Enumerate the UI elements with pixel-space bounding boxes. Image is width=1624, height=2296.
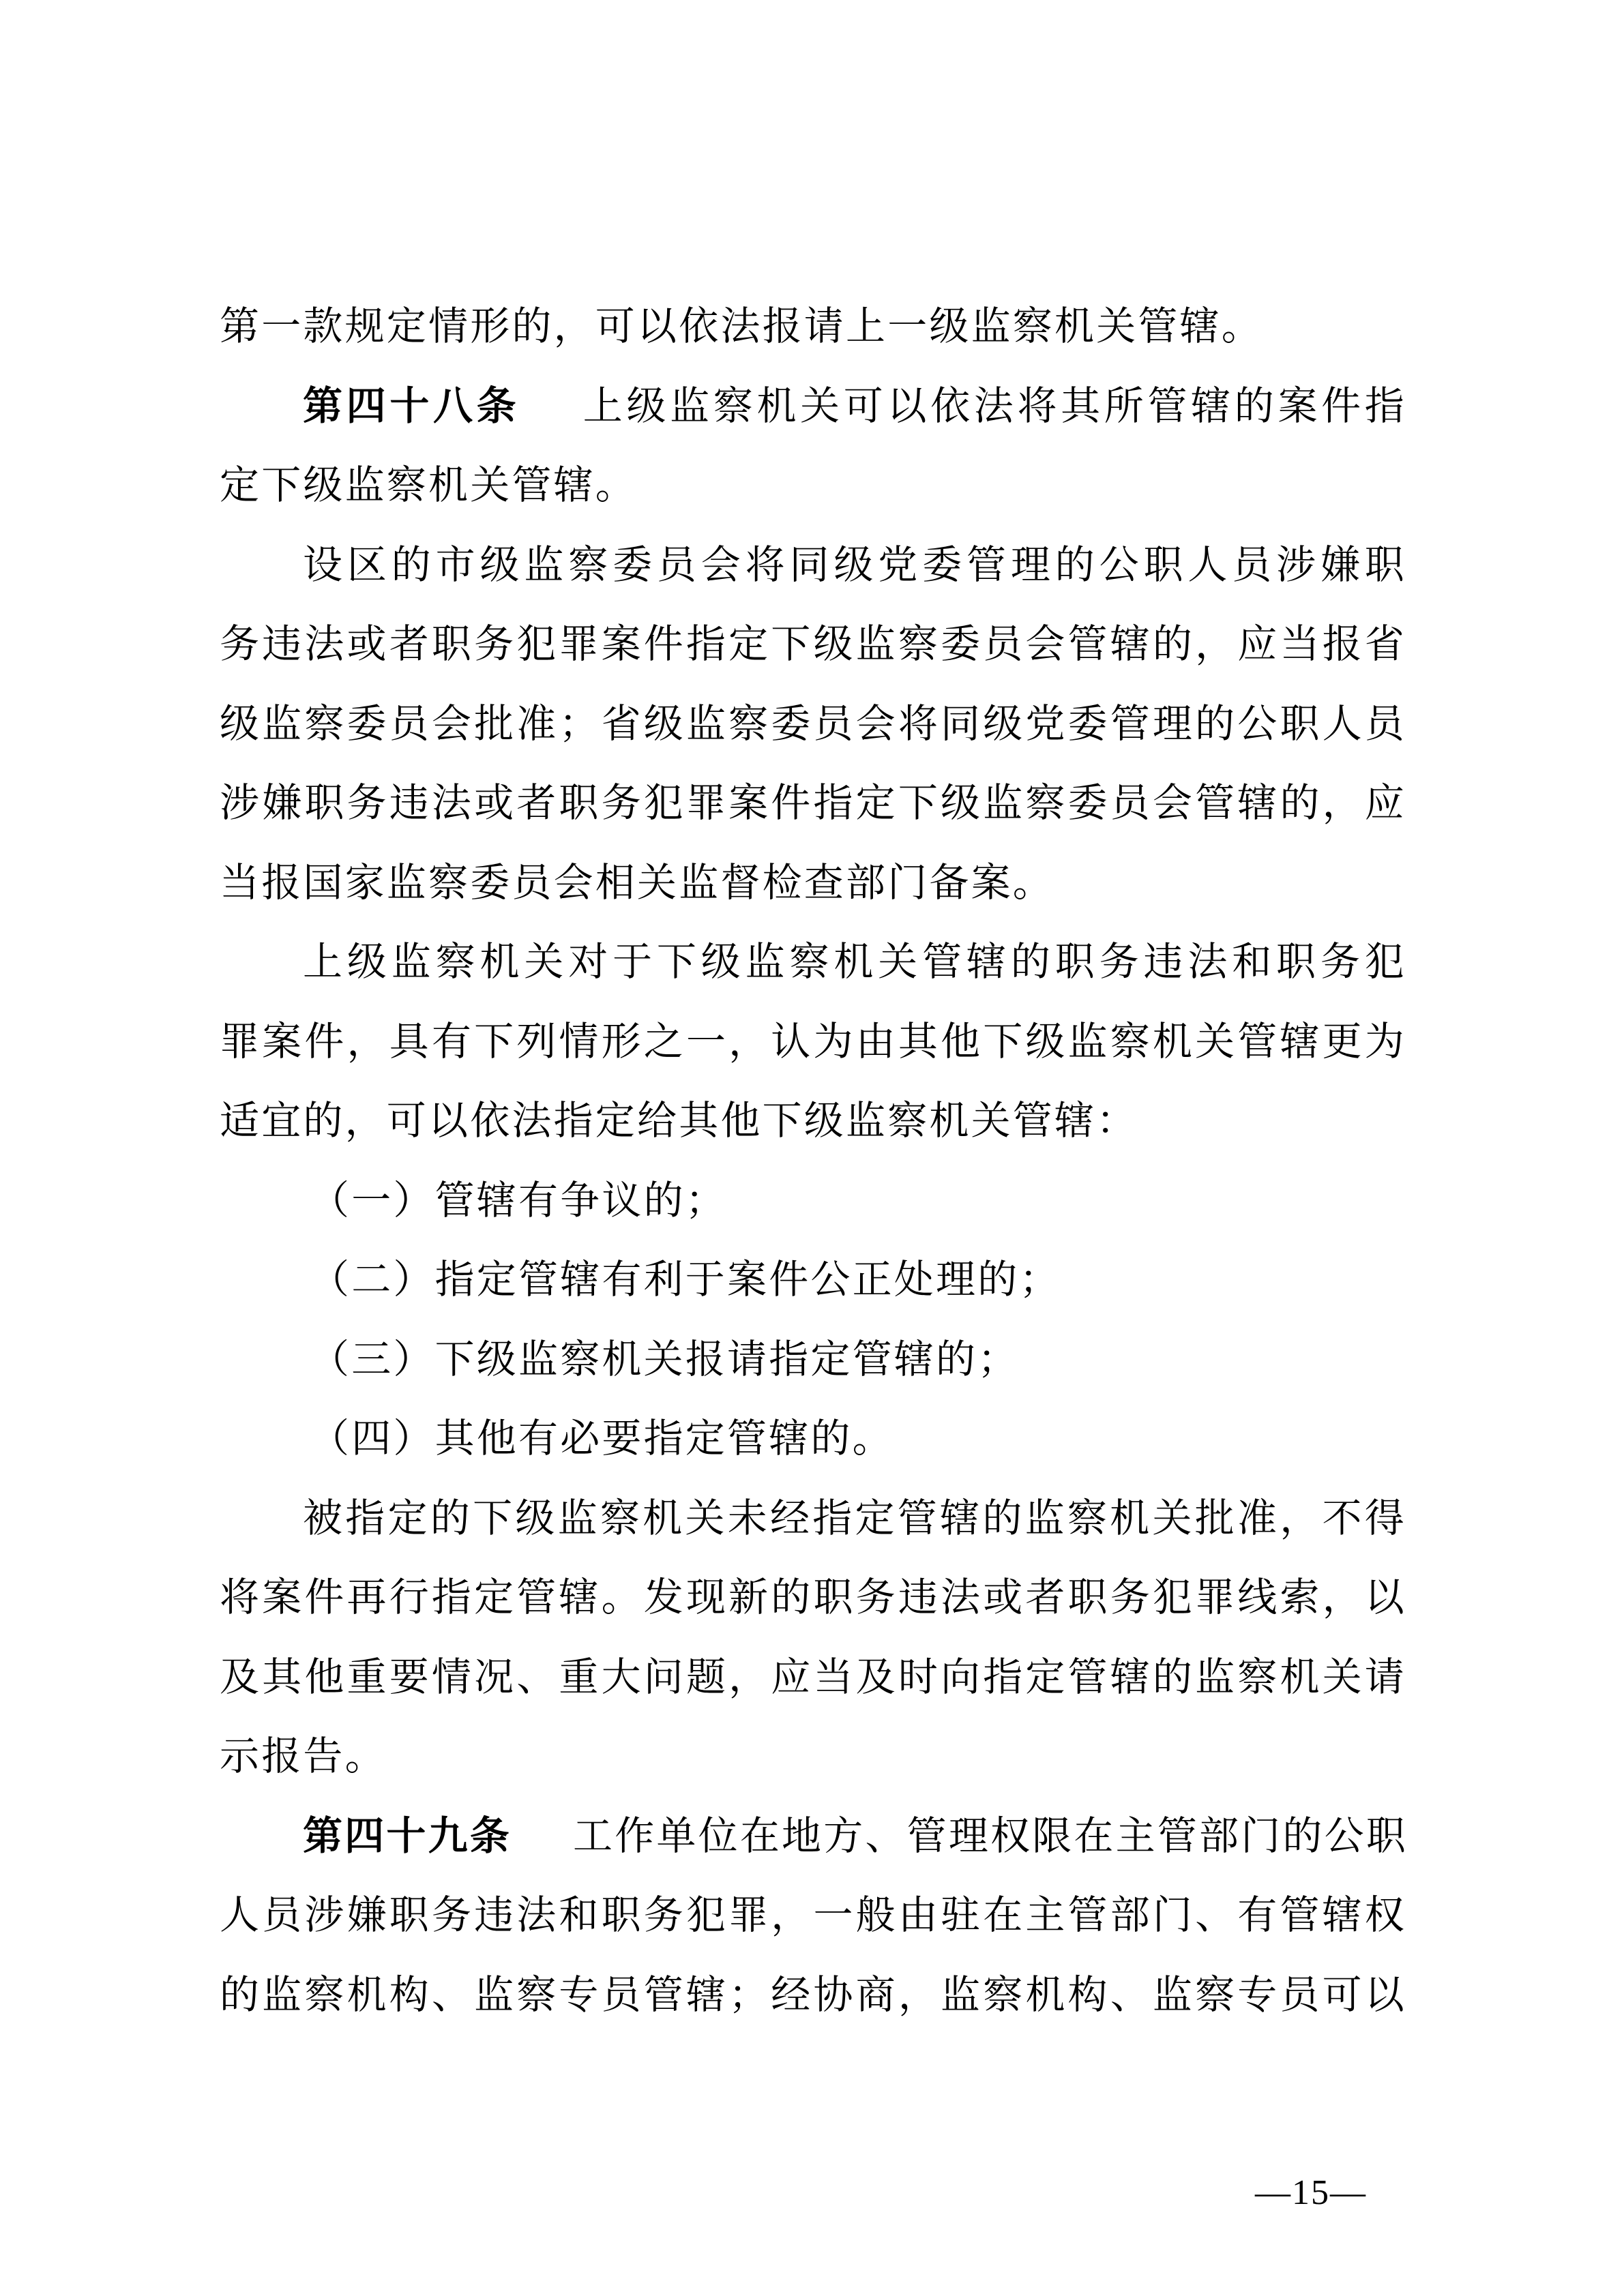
text-line: 人员涉嫌职务违法和职务犯罪，一般由驻在主管部门、有管辖权	[220, 1892, 1406, 1938]
text-line: 被指定的下级监察机关未经指定管辖的监察机关批准，不得	[303, 1494, 1406, 1541]
text-line: 涉嫌职务违法或者职务犯罪案件指定下级监察委员会管辖的，应	[220, 779, 1406, 826]
article-49-heading-line: 第四十九条 工作单位在地方、管理权限在主管部门的公职	[303, 1812, 1408, 1859]
text-line: 级监察委员会批准；省级监察委员会将同级党委管理的公职人员	[220, 700, 1406, 747]
list-item: （三）下级监察机关报请指定管辖的；	[310, 1335, 1020, 1382]
list-item: （二）指定管辖有利于案件公正处理的；	[310, 1256, 1061, 1302]
text-line: 及其他重要情况、重大问题，应当及时向指定管辖的监察机关请	[220, 1653, 1406, 1700]
document-body	[220, 286, 1406, 2034]
text-line: 当报国家监察委员会相关监督检查部门备案。	[220, 859, 1055, 906]
text-line: 定下级监察机关管辖。	[220, 462, 638, 508]
text-line: 务违法或者职务犯罪案件指定下级监察委员会管辖的，应当报省	[220, 621, 1406, 667]
text-line: 上级监察机关对于下级监察机关管辖的职务违法和职务犯	[303, 938, 1406, 985]
text-line: 示报告。	[220, 1733, 387, 1779]
list-item: （四）其他有必要指定管辖的。	[310, 1415, 894, 1461]
text-line: 设区的市级监察委员会将同级党委管理的公职人员涉嫌职	[303, 541, 1406, 588]
article-48-heading-line: 第四十八条 上级监察机关可以依法将其所管辖的案件指	[303, 382, 1406, 429]
text-line: 罪案件，具有下列情形之一，认为由其他下级监察机关管辖更为	[220, 1017, 1406, 1064]
page-number: —15—	[1255, 2173, 1367, 2212]
text-line: 适宜的，可以依法指定给其他下级监察机关管辖：	[220, 1097, 1138, 1144]
text-line: 第一款规定情形的，可以依法报请上一级监察机关管辖。	[220, 303, 1264, 349]
list-item: （一）管辖有争议的；	[310, 1176, 728, 1223]
text-line: 将案件再行指定管辖。发现新的职务违法或者职务犯罪线索，以	[220, 1574, 1406, 1620]
article-heading: 第四十九条	[303, 1812, 512, 1859]
text-line: 的监察机构、监察专员管辖；经协商，监察机构、监察专员可以	[220, 1971, 1406, 2018]
article-heading: 第四十八条	[303, 382, 520, 429]
